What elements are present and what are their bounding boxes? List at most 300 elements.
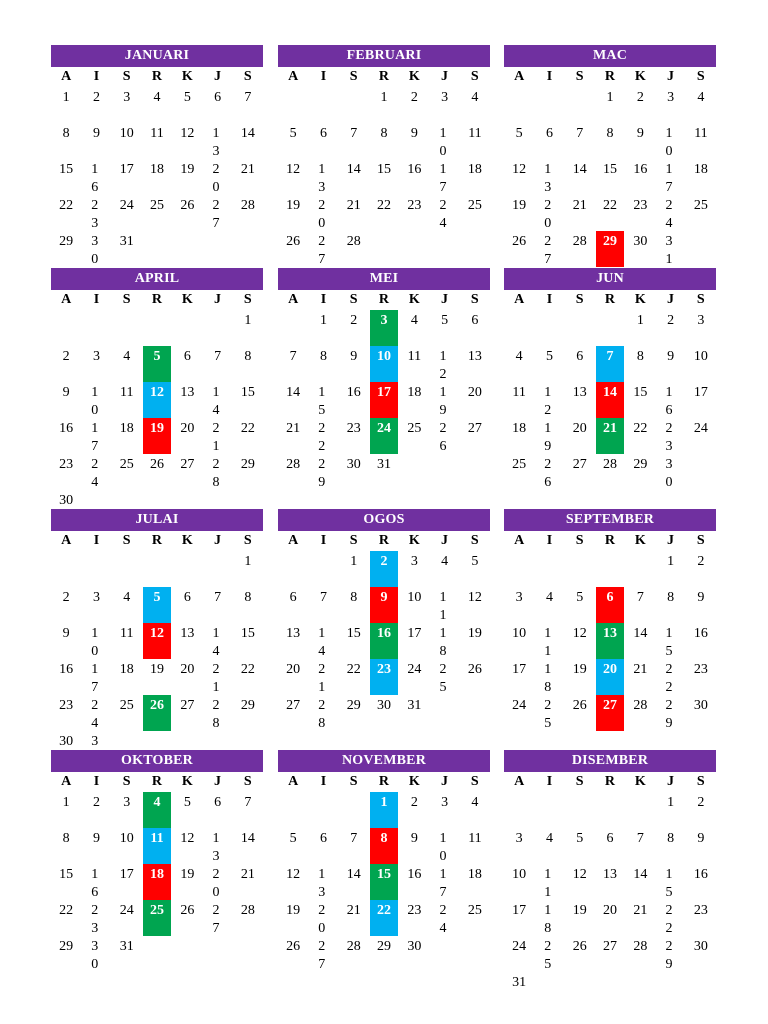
day-cell (655, 659, 685, 695)
day-number: 12 (572, 867, 587, 882)
day-number: 21 (346, 198, 361, 213)
weekday-label: A (288, 533, 299, 548)
day-cell (51, 418, 81, 454)
day-number: 4 (515, 349, 523, 364)
day-number: 24 (119, 198, 134, 213)
weekday-label: I (320, 774, 327, 789)
weekday-label: I (546, 533, 553, 548)
day-number: 17 (91, 662, 99, 695)
day-cell (686, 828, 716, 864)
weekday-label: S (122, 69, 131, 84)
day-cell (625, 695, 655, 731)
day-cell (399, 310, 429, 346)
day-number: 1 (667, 795, 675, 810)
weekday-label: K (181, 774, 193, 789)
weekday-label: S (696, 69, 705, 84)
day-number: 7 (244, 90, 252, 105)
day-cell (308, 659, 338, 695)
day-cell (625, 623, 655, 659)
day-cell (686, 382, 716, 418)
day-cell (308, 159, 338, 195)
day-number: 19 (150, 421, 165, 436)
day-cell (142, 623, 172, 659)
day-number: 9 (667, 349, 675, 364)
day-number: 31 (119, 234, 134, 249)
day-cell (233, 454, 263, 490)
day-number: 9 (62, 385, 70, 400)
day-number: 23 (633, 198, 648, 213)
day-cell (233, 623, 263, 659)
day-number: 2 (410, 795, 418, 810)
day-cell (460, 418, 490, 454)
day-cell (112, 418, 142, 454)
day-cell (429, 551, 459, 587)
day-cell (534, 123, 564, 159)
day-number: 8 (636, 349, 644, 364)
day-number: 19 (572, 903, 587, 918)
day-cell (308, 828, 338, 864)
day-number: 11 (544, 867, 552, 900)
day-cell (565, 346, 595, 382)
day-number: 20 (603, 662, 618, 677)
day-cell (625, 123, 655, 159)
weekday-label: A (288, 292, 299, 307)
day-cell (504, 900, 534, 936)
day-number: 2 (62, 590, 70, 605)
day-number: 19 (439, 385, 447, 418)
day-cell (686, 87, 716, 123)
month-mac (504, 45, 716, 267)
day-number: 10 (512, 626, 527, 641)
day-cell (278, 382, 308, 418)
day-number: 17 (407, 626, 422, 641)
day-cell (142, 382, 172, 418)
day-number: 28 (633, 698, 648, 713)
weekday-label: S (470, 533, 479, 548)
day-cell (655, 695, 685, 731)
day-cell (112, 195, 142, 231)
day-number: 27 (603, 698, 618, 713)
day-number: 7 (350, 126, 358, 141)
day-cell (308, 454, 338, 490)
day-number: 16 (407, 867, 422, 882)
day-cell (655, 87, 685, 123)
day-cell (339, 454, 369, 490)
day-number: 28 (240, 903, 255, 918)
day-cell (565, 382, 595, 418)
month-julai (51, 509, 263, 767)
weekday-header (51, 531, 263, 551)
day-number: 11 (694, 126, 708, 141)
day-cell (172, 695, 202, 731)
day-cell (278, 231, 308, 267)
month-februari (278, 45, 490, 267)
day-number: 14 (572, 162, 587, 177)
day-cell (112, 659, 142, 695)
day-cell (172, 828, 202, 864)
day-number: 11 (544, 626, 552, 659)
day-number: 3 (441, 795, 449, 810)
day-number: 12 (467, 590, 482, 605)
day-number: 10 (693, 349, 708, 364)
weekday-label: S (243, 774, 252, 789)
day-cell (686, 936, 716, 972)
day-cell (172, 623, 202, 659)
day-number: 17 (91, 421, 99, 454)
empty-cell (51, 310, 81, 346)
day-number: 5 (289, 831, 297, 846)
day-cell (565, 159, 595, 195)
month-november (278, 750, 490, 972)
day-cell (81, 623, 111, 659)
day-number: 3 (515, 590, 523, 605)
weekday-label: S (696, 774, 705, 789)
day-cell (278, 695, 308, 731)
empty-cell (142, 310, 172, 346)
weekday-label: S (243, 292, 252, 307)
day-number: 5 (183, 90, 191, 105)
day-number: 14 (212, 385, 220, 418)
month-title: FEBRUARI (278, 45, 490, 67)
day-cell (399, 864, 429, 900)
day-number: 6 (214, 90, 222, 105)
day-cell (233, 659, 263, 695)
weekday-header (504, 67, 716, 87)
day-number: 5 (153, 349, 161, 364)
weekday-label: R (378, 69, 390, 84)
day-number: 6 (214, 795, 222, 810)
day-grid (278, 792, 490, 972)
weekday-label: S (243, 533, 252, 548)
day-cell (460, 159, 490, 195)
day-cell (655, 346, 685, 382)
day-cell (278, 936, 308, 972)
day-cell (429, 900, 459, 936)
day-cell (369, 936, 399, 972)
day-cell (172, 123, 202, 159)
day-cell (142, 587, 172, 623)
day-cell (202, 123, 232, 159)
day-number: 2 (92, 795, 100, 810)
day-number: 26 (544, 457, 552, 490)
month-oktober (51, 750, 263, 972)
day-number: 25 (150, 198, 165, 213)
day-cell (278, 159, 308, 195)
day-number: 12 (439, 349, 447, 382)
day-cell (369, 659, 399, 695)
day-cell (625, 864, 655, 900)
day-cell (686, 159, 716, 195)
day-number: 27 (212, 903, 220, 936)
day-cell (112, 900, 142, 936)
day-cell (460, 87, 490, 123)
day-number: 22 (665, 903, 673, 936)
day-cell (51, 695, 81, 731)
weekday-label: S (575, 533, 584, 548)
day-cell (51, 659, 81, 695)
day-cell (81, 123, 111, 159)
day-cell (686, 195, 716, 231)
weekday-label: K (181, 533, 193, 548)
day-cell (565, 454, 595, 490)
weekday-label: J (441, 774, 449, 789)
empty-cell (172, 310, 202, 346)
day-number: 6 (606, 831, 614, 846)
day-number: 27 (212, 198, 220, 231)
day-number: 11 (150, 126, 164, 141)
day-cell (655, 587, 685, 623)
weekday-label: K (634, 69, 646, 84)
day-cell (504, 231, 534, 267)
day-number: 19 (544, 421, 552, 454)
day-number: 3 (123, 90, 131, 105)
day-cell (81, 936, 111, 972)
weekday-header (278, 772, 490, 792)
day-cell (534, 900, 564, 936)
weekday-header (51, 67, 263, 87)
day-number: 6 (183, 349, 191, 364)
day-cell (81, 454, 111, 490)
weekday-label: K (634, 292, 646, 307)
day-cell (504, 864, 534, 900)
day-cell (369, 382, 399, 418)
month-title: OKTOBER (51, 750, 263, 772)
day-cell (308, 587, 338, 623)
day-cell (399, 587, 429, 623)
day-cell (625, 346, 655, 382)
day-cell (534, 828, 564, 864)
day-cell (112, 454, 142, 490)
day-cell (534, 346, 564, 382)
day-cell (399, 551, 429, 587)
day-number: 7 (636, 831, 644, 846)
day-number: 21 (212, 662, 220, 695)
day-number: 14 (633, 626, 648, 641)
day-cell (686, 310, 716, 346)
day-cell (81, 159, 111, 195)
day-cell (595, 695, 625, 731)
day-cell (595, 659, 625, 695)
day-number: 11 (120, 385, 134, 400)
day-cell (686, 695, 716, 731)
day-cell (51, 231, 81, 267)
day-cell (399, 623, 429, 659)
day-cell (202, 864, 232, 900)
day-cell (142, 900, 172, 936)
day-cell (278, 123, 308, 159)
empty-cell (595, 792, 625, 828)
day-number: 16 (665, 385, 673, 418)
day-cell (172, 587, 202, 623)
day-cell (278, 195, 308, 231)
day-cell (399, 659, 429, 695)
day-cell (81, 659, 111, 695)
day-number: 13 (180, 626, 195, 641)
day-number: 6 (319, 831, 327, 846)
day-number: 18 (150, 162, 165, 177)
day-cell (429, 659, 459, 695)
day-number: 25 (693, 198, 708, 213)
day-number: 13 (180, 385, 195, 400)
day-number: 3 (697, 313, 705, 328)
weekday-label: A (514, 533, 525, 548)
day-cell (595, 195, 625, 231)
weekday-label: A (61, 292, 72, 307)
day-cell (81, 346, 111, 382)
day-cell (625, 159, 655, 195)
day-number: 7 (636, 590, 644, 605)
day-cell (339, 231, 369, 267)
day-cell (399, 936, 429, 972)
day-cell (369, 159, 399, 195)
day-number: 15 (346, 626, 361, 641)
day-cell (429, 864, 459, 900)
weekday-label: S (470, 69, 479, 84)
day-number: 7 (214, 590, 222, 605)
day-cell (308, 418, 338, 454)
day-number: 11 (512, 385, 526, 400)
day-cell (504, 159, 534, 195)
weekday-label: I (546, 69, 553, 84)
day-number: 3 (441, 90, 449, 105)
empty-cell (504, 551, 534, 587)
day-number: 28 (240, 198, 255, 213)
day-cell (112, 695, 142, 731)
weekday-header (504, 531, 716, 551)
empty-cell (142, 551, 172, 587)
empty-cell (278, 87, 308, 123)
day-number: 1 (667, 554, 675, 569)
day-number: 9 (92, 831, 100, 846)
weekday-label: S (349, 774, 358, 789)
day-cell (339, 623, 369, 659)
day-cell (112, 587, 142, 623)
day-number: 18 (693, 162, 708, 177)
day-number: 30 (91, 234, 99, 267)
day-number: 15 (665, 867, 673, 900)
day-number: 22 (59, 198, 74, 213)
month-title: APRIL (51, 268, 263, 290)
day-number: 9 (636, 126, 644, 141)
day-cell (339, 587, 369, 623)
day-number: 29 (59, 939, 74, 954)
day-cell (202, 346, 232, 382)
day-cell (339, 695, 369, 731)
day-number: 28 (633, 939, 648, 954)
weekday-label: J (667, 69, 675, 84)
day-cell (51, 936, 81, 972)
day-number: 23 (407, 903, 422, 918)
day-number: 25 (467, 903, 482, 918)
day-number: 26 (512, 234, 527, 249)
empty-cell (81, 310, 111, 346)
weekday-header (504, 772, 716, 792)
day-number: 20 (180, 662, 195, 677)
day-number: 29 (318, 457, 326, 490)
day-number: 27 (286, 698, 301, 713)
weekday-label: S (696, 292, 705, 307)
day-number: 30 (91, 939, 99, 972)
day-number: 19 (286, 903, 301, 918)
day-number: 2 (697, 554, 705, 569)
day-number: 14 (346, 867, 361, 882)
day-number: 20 (212, 867, 220, 900)
day-cell (625, 195, 655, 231)
day-number: 18 (439, 626, 447, 659)
day-number: 27 (318, 939, 326, 972)
day-number: 16 (633, 162, 648, 177)
day-number: 29 (633, 457, 648, 472)
day-number: 21 (240, 867, 255, 882)
day-cell (202, 159, 232, 195)
day-cell (399, 695, 429, 731)
day-number: 16 (377, 626, 392, 641)
weekday-label: S (575, 774, 584, 789)
empty-cell (81, 551, 111, 587)
day-cell (51, 623, 81, 659)
day-number: 24 (407, 662, 422, 677)
day-cell (686, 659, 716, 695)
day-cell (460, 864, 490, 900)
day-grid (51, 792, 263, 972)
day-cell (81, 900, 111, 936)
day-number: 17 (119, 867, 134, 882)
weekday-label: J (214, 533, 222, 548)
weekday-label: S (696, 533, 705, 548)
day-number: 1 (380, 795, 388, 810)
day-number: 22 (633, 421, 648, 436)
weekday-label: J (441, 533, 449, 548)
day-number: 9 (380, 590, 388, 605)
day-cell (625, 231, 655, 267)
day-number: 30 (59, 493, 74, 508)
day-cell (595, 936, 625, 972)
day-number: 1 (62, 795, 70, 810)
day-number: 17 (665, 162, 673, 195)
day-cell (369, 195, 399, 231)
weekday-label: R (151, 533, 163, 548)
day-number: 5 (545, 349, 553, 364)
day-cell (399, 87, 429, 123)
day-cell (202, 87, 232, 123)
day-cell (142, 346, 172, 382)
day-number: 26 (150, 457, 165, 472)
day-number: 2 (350, 313, 358, 328)
day-number: 1 (244, 554, 252, 569)
day-number: 5 (576, 831, 584, 846)
day-cell (233, 551, 263, 587)
day-cell (81, 695, 111, 731)
day-number: 9 (92, 126, 100, 141)
day-cell (172, 382, 202, 418)
day-number: 21 (212, 421, 220, 454)
day-cell (429, 623, 459, 659)
day-number: 13 (603, 867, 618, 882)
day-cell (595, 231, 625, 267)
day-number: 22 (318, 421, 326, 454)
day-cell (534, 382, 564, 418)
day-cell (51, 123, 81, 159)
day-cell (308, 195, 338, 231)
month-title: JANUARI (51, 45, 263, 67)
weekday-label: J (214, 292, 222, 307)
day-cell (655, 454, 685, 490)
day-number: 28 (346, 939, 361, 954)
day-number: 14 (240, 831, 255, 846)
day-number: 4 (545, 590, 553, 605)
day-number: 30 (407, 939, 422, 954)
day-cell (233, 792, 263, 828)
